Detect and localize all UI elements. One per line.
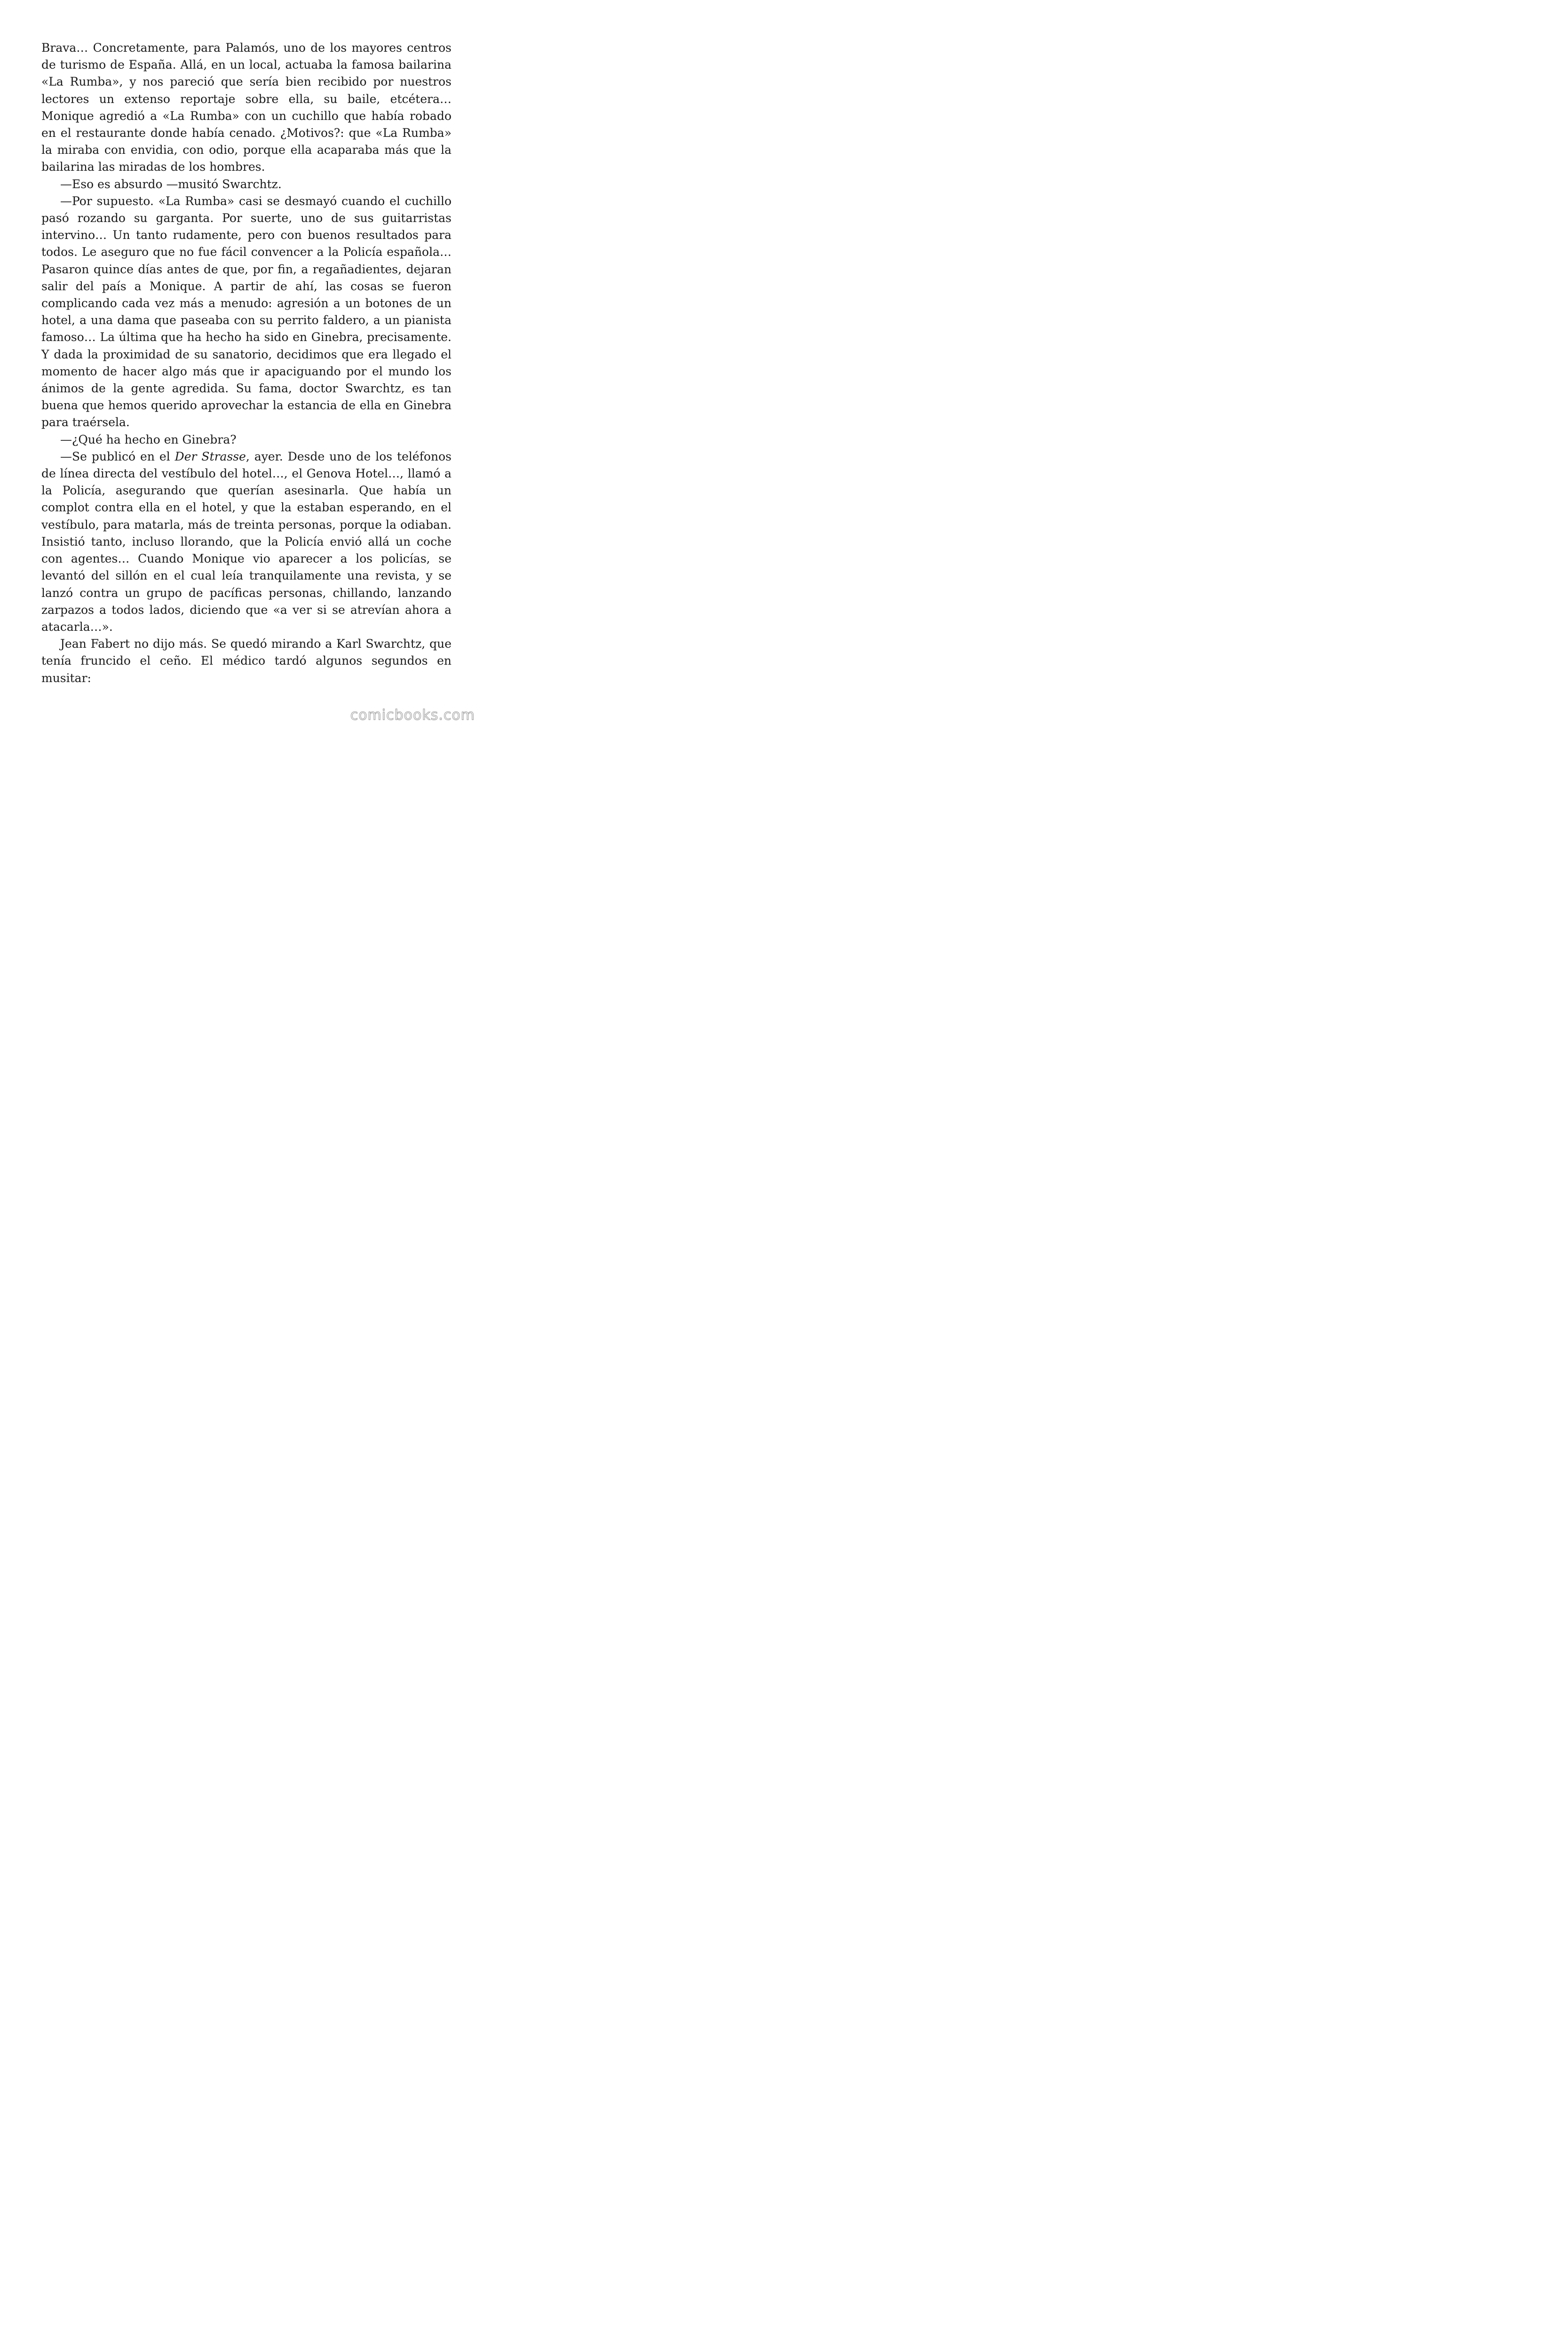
- newspaper-title: Der Strasse: [174, 449, 246, 463]
- watermark: comicbooks.com: [350, 707, 475, 723]
- page-body: [41, 40, 451, 687]
- paragraph: —Por supuesto. «La Rumba» casi se desmayó cuando el cuchillo pasó rozando su garganta. Por suerte, uno de sus guitarristas intervino… Un tanto rudamente, pero con buenos resultados para todos. Le aseguro que no fue fácil convencer a la Policía española… Pasaron quince días antes de que, por fin, a regañadientes, dejaran salir del país a Monique. A partir de ahí, las cosas se fueron complicando cada vez más a menudo: agresión a un botones de un hotel, a una dama que paseaba con su perrito faldero, a un pianista famoso… La última que ha hecho ha sido en Ginebra, precisamente. Y dada la proximidad de su sanatorio, decidimos que era llegado el momento de hacer algo más que ir apaciguando por el mundo los ánimos de la gente agredida. Su fama, doctor Swarchtz, es tan buena que hemos querido aprovechar la estancia de ella en Ginebra para traérsela.: [41, 194, 451, 429]
- paragraph: —Eso es absurdo —musitó Swarchtz.: [60, 177, 282, 191]
- paragraph: Jean Fabert no dijo más. Se quedó mirando a Karl Swarchtz, que tenía fruncido el ceño. El médico tardó algunos segundos en musitar:: [41, 637, 451, 685]
- paragraph: Brava… Concretamente, para Palamós, uno de los mayores centros de turismo de España. Allá, en un local, actuaba la famosa bailarina «La Rumba», y nos pareció que sería bien recibido por nuestros lectores un extenso reportaje sobre ella, su baile, etcétera… Monique agredió a «La Rumba» con un cuchillo que había robado en el restaurante donde había cenado. ¿Motivos?: que «La Rumba» la miraba con envidia, con odio, porque ella acaparaba más que la bailarina las miradas de los hombres.: [41, 41, 451, 174]
- paragraph-text: , ayer. Desde uno de los teléfonos de línea directa del vestíbulo del hotel…, el Genova Hotel…, llamó a la Policía, asegurando que querían asesinarla. Que había un complot contra ella en el hotel, y que la estaban esperando, en el vestíbulo, para matarla, más de treinta personas, porque la odiaban. Insistió tanto, incluso llorando, que la Policía envió allá un coche con agentes… Cuando Monique vio aparecer a los policías, se levantó del sillón en el cual leía tranquilamente una revista, y se lanzó contra un grupo de pacíficas personas, chillando, lanzando zarpazos a todos lados, diciendo que «a ver si se atrevían ahora a atacarla…».: [41, 449, 452, 634]
- paragraph-text: —Se publicó en el: [60, 449, 175, 463]
- paragraph: —¿Qué ha hecho en Ginebra?: [60, 432, 237, 446]
- paragraph: [41, 448, 451, 636]
